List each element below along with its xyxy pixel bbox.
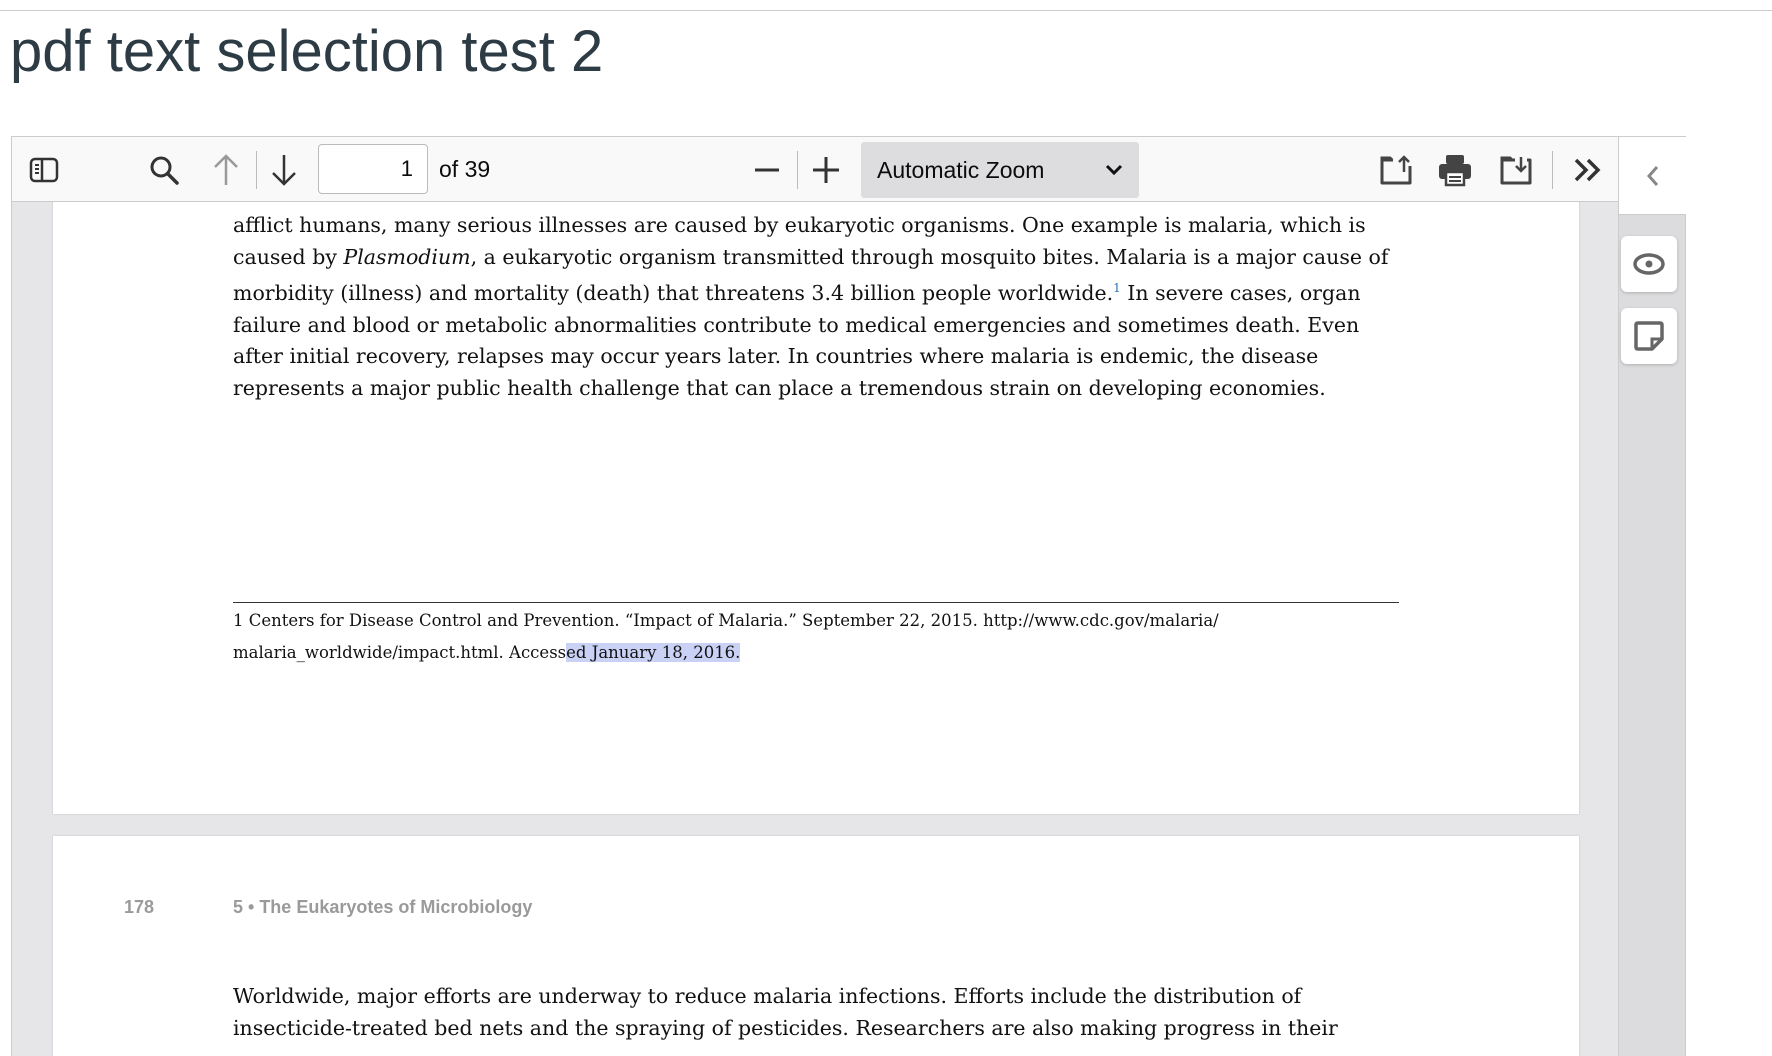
zoom-select-value: Automatic Zoom — [877, 156, 1045, 183]
show-annotations-button[interactable] — [1621, 236, 1677, 292]
search-icon — [148, 154, 180, 186]
double-chevron-right-icon — [1573, 157, 1603, 183]
text-line: afflict humans, many serious illnesses are caused by eukaryotic organisms. One example is malaria, which is — [233, 213, 1366, 237]
top-divider — [0, 10, 1772, 11]
arrow-down-icon — [270, 153, 298, 187]
text-line: insecticide-treated bed nets and the spraying of pesticides. Researchers are also making progress in their — [233, 1015, 1338, 1040]
next-page-button[interactable] — [262, 137, 306, 203]
page-count-label: of 39 — [439, 156, 491, 182]
text-selection: ed January 18, 2016. — [566, 643, 741, 662]
text-line: Worldwide, major efforts are underway to reduce malaria infections. Efforts include the distribution of — [233, 984, 1302, 1008]
footnote-reference-link[interactable]: 1 — [1113, 281, 1121, 295]
text-line: caused by Plasmodium, a eukaryotic organism transmitted through mosquito bites. Malaria is a major cause of — [233, 244, 1389, 269]
print-icon — [1438, 153, 1472, 187]
open-file-icon — [1379, 154, 1413, 186]
print-button[interactable] — [1433, 137, 1477, 203]
pdf-page — [53, 836, 1579, 1056]
previous-page-button[interactable] — [204, 137, 248, 203]
eye-icon — [1632, 252, 1666, 276]
toolbar-separator — [256, 151, 257, 189]
zoom-select[interactable] — [861, 142, 1139, 198]
pdf-page — [53, 136, 1579, 814]
text-line: morbidity (illness) and mortality (death) that threatens 3.4 billion people worldwide.$^1$ In severe cases, organ — [233, 281, 1361, 305]
footnote-line[interactable]: malaria_worldwide/impact.html. Accessed January 18, 2016. — [233, 643, 741, 662]
sticky-note-icon — [1633, 320, 1665, 352]
chevron-left-icon — [1645, 164, 1661, 188]
zoom-out-icon — [754, 157, 780, 183]
toolbar-separator — [797, 151, 798, 189]
page-number-input[interactable] — [318, 144, 428, 194]
zoom-in-icon — [812, 156, 840, 184]
download-button[interactable] — [1494, 137, 1538, 203]
collapse-sidebar-button[interactable] — [1619, 136, 1686, 215]
running-header: 5 • The Eukaryotes of Microbiology — [233, 897, 533, 917]
page-body-text[interactable] — [233, 210, 1388, 404]
page-number-label: 178 — [124, 897, 155, 917]
annotation-sidebar — [1618, 136, 1686, 1056]
more-tools-button[interactable] — [1566, 137, 1610, 203]
pdf-toolbar — [12, 136, 1618, 202]
page-title: pdf text selection test 2 — [10, 19, 604, 84]
footnote-rule — [233, 602, 1399, 603]
text-line: represents a major public health challenge that can place a tremendous strain on developing economies. — [233, 375, 1326, 400]
sidebar-toggle-button[interactable] — [22, 137, 66, 203]
zoom-out-button[interactable] — [745, 137, 789, 203]
toolbar-separator — [1552, 151, 1553, 189]
pdf-viewer — [11, 136, 1618, 1056]
footnote-line[interactable]: 1 Centers for Disease Control and Prevention. “Impact of Malaria.” September 22, 2015. http://www.cdc.gov/malaria/ — [233, 611, 1219, 630]
new-note-button[interactable] — [1621, 308, 1677, 364]
text-line: after initial recovery, relapses may occur years later. In countries where malaria is endemic, the disease — [233, 344, 1319, 368]
download-icon — [1499, 154, 1533, 186]
page-body-text[interactable] — [233, 981, 1338, 1044]
sidebar-toggle-icon — [29, 157, 59, 183]
chevron-down-icon — [1105, 164, 1123, 176]
text-line: failure and blood or metabolic abnormalities contribute to medical emergencies and sometimes death. Even — [233, 312, 1360, 337]
open-file-button[interactable] — [1374, 137, 1418, 203]
arrow-up-icon — [212, 153, 240, 187]
search-button[interactable] — [142, 137, 186, 203]
zoom-in-button[interactable] — [804, 137, 848, 203]
